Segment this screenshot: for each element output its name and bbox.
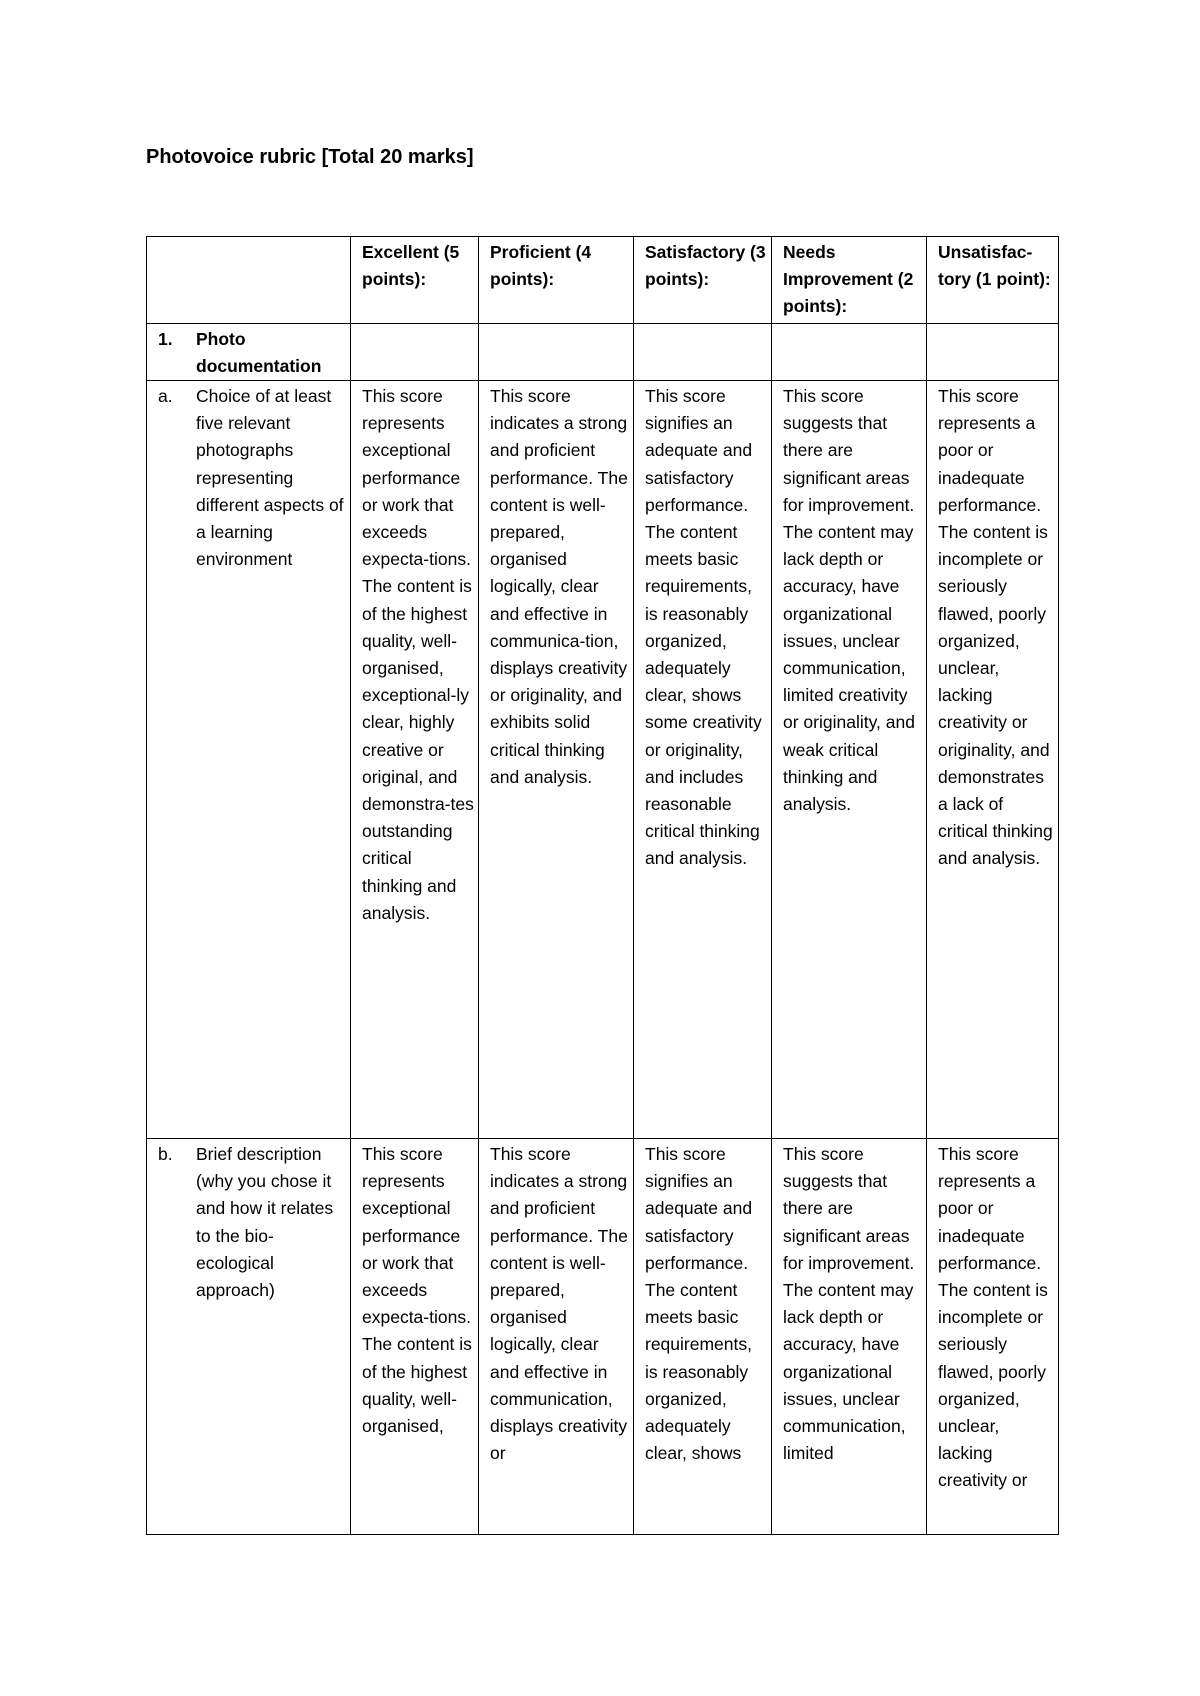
unsatisfactory-description: This score represents a poor or inadequate performance. The content is incomplete or seriously flawed, poorly organized, unclear, lacking creativity or [927, 1139, 1059, 1535]
criterion-text: Choice of at least five relevant photographs representing different aspects of a learning environment [196, 386, 344, 570]
satisfactory-description: This score signifies an adequate and satisfactory performance. The content meets basic requirements, is reasonably organized, adequately clear, shows some creativity or originality, and includes reasonable critical thinking and analysis. [634, 381, 772, 1139]
section-empty-cell [351, 323, 479, 380]
criterion-text: Brief description (why you chose it and how it relates to the bio-ecological approach) [196, 1144, 334, 1301]
section-number: 1. [158, 328, 173, 349]
section-empty-cell [772, 323, 927, 380]
table-row [147, 381, 1059, 1139]
criterion-cell [147, 1139, 351, 1535]
section-empty-cell [634, 323, 772, 380]
rubric-table [146, 236, 1059, 1535]
header-excellent: Excellent (5 points): [351, 237, 479, 324]
header-needs-improvement: Needs Improvement (2 points): [772, 237, 927, 324]
unsatisfactory-description: This score represents a poor or inadequate performance. The content is incomplete or seriously flawed, poorly organized, unclear, lacking creativity or originality, and demonstrates a lack of critical thinking and analysis. [927, 381, 1059, 1139]
proficient-description: This score indicates a strong and proficient performance. The content is well-prepared, organised logically, clear and effective in communication, displays creativity or [479, 1139, 634, 1535]
section-label: Photo documentation [196, 328, 322, 376]
criterion-letter: a. [158, 386, 173, 407]
needs-improvement-description: This score suggests that there are significant areas for improvement. The content may lack depth or accuracy, have organizational issues, unclear communication, limited [772, 1139, 927, 1535]
section-empty-cell [479, 323, 634, 380]
criterion-letter: b. [158, 1144, 173, 1165]
section-empty-cell [927, 323, 1059, 380]
document-title: Photovoice rubric [Total 20 marks] [146, 146, 474, 168]
header-unsatisfactory: Unsatisfac-tory (1 point): [927, 237, 1059, 324]
header-empty-cell [147, 237, 351, 324]
excellent-description: This score represents exceptional performance or work that exceeds expecta-tions. The content is of the highest quality, well-organised, exceptional-ly clear, highly creative or original, and demonstra-tes outstanding critical thinking and analysis. [351, 381, 479, 1139]
section-label-cell [147, 323, 351, 380]
header-row [147, 237, 1059, 324]
header-proficient: Proficient (4 points): [479, 237, 634, 324]
needs-improvement-description: This score suggests that there are significant areas for improvement. The content may lack depth or accuracy, have organizational issues, unclear communication, limited creativity or originality, and weak critical thinking and analysis. [772, 381, 927, 1139]
criterion-cell [147, 381, 351, 1139]
header-satisfactory: Satisfactory (3 points): [634, 237, 772, 324]
section-row [147, 323, 1059, 380]
proficient-description: This score indicates a strong and proficient performance. The content is well-prepared, organised logically, clear and effective in communica-tion, displays creativity or originality, and exhibits solid critical thinking and analysis. [479, 381, 634, 1139]
table-row [147, 1139, 1059, 1535]
satisfactory-description: This score signifies an adequate and satisfactory performance. The content meets basic requirements, is reasonably organized, adequately clear, shows [634, 1139, 772, 1535]
excellent-description: This score represents exceptional performance or work that exceeds expecta-tions. The content is of the highest quality, well-organised, [351, 1139, 479, 1535]
